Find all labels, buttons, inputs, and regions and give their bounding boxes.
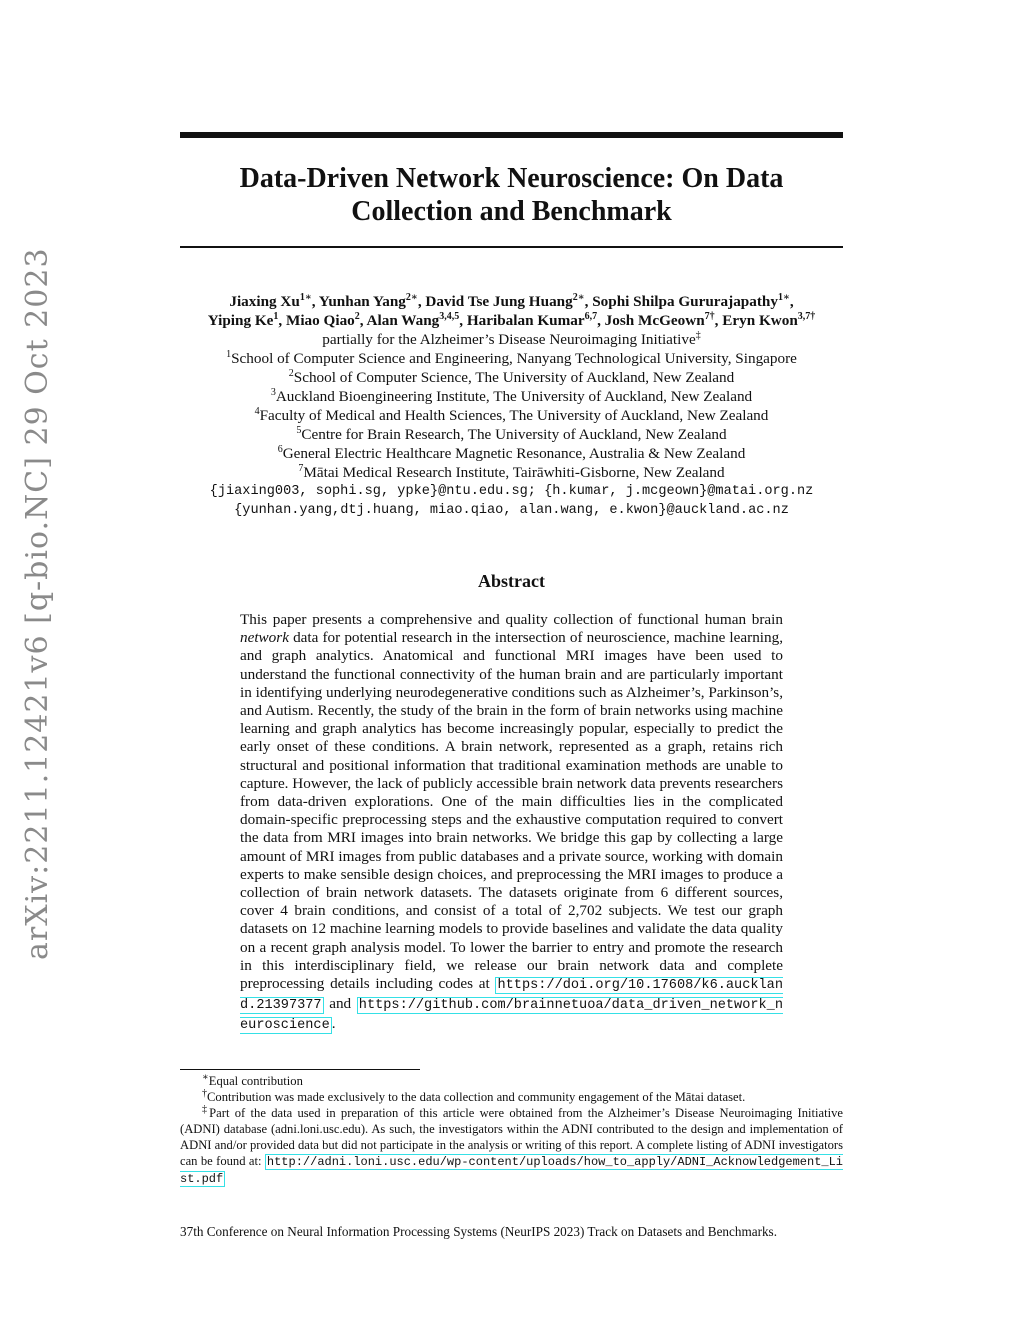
footnote-rule xyxy=(180,1069,420,1070)
author-affil-sup: 6,7 xyxy=(584,310,598,322)
affiliation: $^1$School of Computer Science and Engineering, Nanyang Technological University, Singapore xyxy=(226,348,797,367)
paper-title xyxy=(180,162,843,228)
affiliation: $^2$School of Computer Science, The University of Auckland, New Zealand xyxy=(288,367,735,386)
author-affil-sup: 3,4,5 xyxy=(439,310,460,322)
affiliation: $^3$Auckland Bioengineering Institute, The University of Auckland, New Zealand xyxy=(270,386,753,405)
author-affil-sup: 1∗ xyxy=(299,291,312,303)
author-affil-sup: 1∗ xyxy=(777,291,790,303)
affiliation: $^6$General Electric Healthcare Magnetic Resonance, Australia & New Zealand xyxy=(277,443,746,462)
author-name: Josh McGeown xyxy=(604,312,705,329)
author-name: Haribalan Kumar xyxy=(466,312,585,329)
author-name: Jiaxing Xu xyxy=(229,293,300,310)
footnote-equal-contribution: ∗Equal contribution xyxy=(202,1071,303,1088)
affiliation: $^4$Faculty of Medical and Health Sciences, The University of Auckland, New Zealand xyxy=(254,405,769,424)
author-name: Yiping Ke xyxy=(207,312,274,329)
email-line: {yunhan.yang,dtj.huang, miao.qiao, alan.wang, e.kwon}@auckland.ac.nz xyxy=(234,503,789,518)
author-name: Alan Wang xyxy=(366,312,440,329)
author-affil-sup: 1 xyxy=(273,310,279,322)
venue-footer: 37th Conference on Neural Information Processing Systems (NeurIPS 2023) Track on Datasets and Benchmarks. xyxy=(180,1224,777,1239)
author-line-1: Jiaxing $Xu^{1∗}$, Yunhan Yang$^{2∗}$, David Tse Jung Huang$^{2∗}$, Sophi Shilpa Gururajapathy$^{1∗}$, xyxy=(229,291,794,310)
adni-note: partially for the Alzheimer’s Disease Neuroimaging Initiative‡ xyxy=(322,329,701,348)
author-line-2: Yiping Ke$^1$, Miao Qiao$^2$, Alan Wang$^{3,4,5}$, Haribalan Kumar$^{6,7}$, Josh McGeown$^{7\dagger}$, Eryn Kwon$^{3,7\dagger}$ xyxy=(207,310,816,329)
author-name: Yunhan Yang xyxy=(318,293,406,310)
adni-acknowledgement-link[interactable]: http://adni.loni.usc.edu/wp-content/uploads/how_to_apply/ADNI_Acknowledgement_List.pdf xyxy=(180,1155,843,1186)
author-name: David Tse Jung Huang xyxy=(425,293,573,310)
affiliation: $^7$Mātai Medical Research Institute, Tairāwhiti-Gisborne, New Zealand xyxy=(298,462,725,481)
author-name: Miao Qiao xyxy=(286,312,355,329)
footnote-matai: †Contribution was made exclusively to the data collection and community engagement of the Mātai dataset. xyxy=(202,1087,746,1104)
title-line-2: Collection and Benchmark xyxy=(351,196,672,227)
github-link[interactable]: https://github.com/brainnetuoa/data_driven_network_neuroscience xyxy=(240,998,783,1034)
emphasis-network: network xyxy=(240,629,289,647)
title-line-1: Data-Driven Network Neuroscience: On Data xyxy=(239,163,784,194)
author-affil-sup: 2 xyxy=(354,310,360,322)
title-bottom-rule xyxy=(180,246,843,248)
footnotes xyxy=(180,1073,843,1187)
author-affil-sup: 3,7† xyxy=(797,310,816,322)
abstract-body: This paper presents a comprehensive and quality collection of functional human brain network data for potential research in the intersection of neuroscience, machine learning, and graph analytics. Anatomical and functional MRI images have been used to understand the functional connectivity of the human brain and are particularly important in identifying underlying neurodegenerative conditions such as Alzheimer’s, Parkinson’s, and Autism. Recently, the study of the brain in the form of brain networks using machine learning and graph analytics has become increasingly popular, especially to predict the early onset of these conditions. A brain network, represented as a graph, retains rich structural and positional information that traditional examination methods are unable to capture. However, the lack of publicly accessible brain network data prevents researchers from data-driven explorations. One of the main difficulties lies in the complicated domain-specific preprocessing steps and the exhaustive computation required to convert the data from MRI images into brain networks. We bridge this gap by collecting a large amount of MRI images from public databases and a private source, working with domain experts to make sensible design choices, and preprocessing the MRI images to produce a collection of brain network datasets. The datasets originate from 6 different sources, cover 4 brain conditions, and consist of a total of 2,702 subjects. We test our graph datasets on 12 machine learning models to provide baselines and validate the data quality on a recent graph analysis model. To lower the barrier to entry and promote the research in this interdisciplinary field, we release our brain network data and complete preprocessing details including codes at https://doi.org/10.17608/k6.auckland.21397377 and https://github.com/brainnetuoa/data_driven_network_neuroscience . xyxy=(240,611,783,1034)
author-name: Eryn Kwon xyxy=(722,312,798,329)
abstract-heading: Abstract xyxy=(478,571,545,591)
dataset-link[interactable]: https://doi.org/10.17608/k6.auckland.21397377 xyxy=(240,978,783,1014)
title-top-rule xyxy=(180,132,843,138)
author-affil-sup: 2∗ xyxy=(572,291,585,303)
affiliation: $^5$Centre for Brain Research, The University of Auckland, New Zealand xyxy=(296,424,727,443)
arxiv-stamp: arXiv:2211.12421v6 [q-bio.NC] 29 Oct 2023 xyxy=(20,247,55,960)
author-affil-sup: 2∗ xyxy=(405,291,418,303)
email-line: {jiaxing003, sophi.sg, ypke}@ntu.edu.sg; {h.kumar, j.mcgeown}@matai.org.nz xyxy=(209,484,814,499)
author-name: Sophi Shilpa Gururajapathy xyxy=(592,293,778,310)
footnote-adni: ‡Part of the data used in preparation of this article were obtained from the Alzheimer’s Disease Neuroimaging Initiative (ADNI) database (adni.loni.usc.edu). As such, the investigators within the ADNI contributed to the design and implementation of ADNI and/or provided data but did not participate in the analysis or writing of this report. A complete listing of ADNI investigators can be found at: http://adni.loni.usc.edu/wp-content/uploads/how_to_apply/ADNI_Acknowledgement_List.pdf xyxy=(180,1103,844,1186)
author-block xyxy=(150,292,873,520)
author-affil-sup: 7† xyxy=(704,310,715,322)
